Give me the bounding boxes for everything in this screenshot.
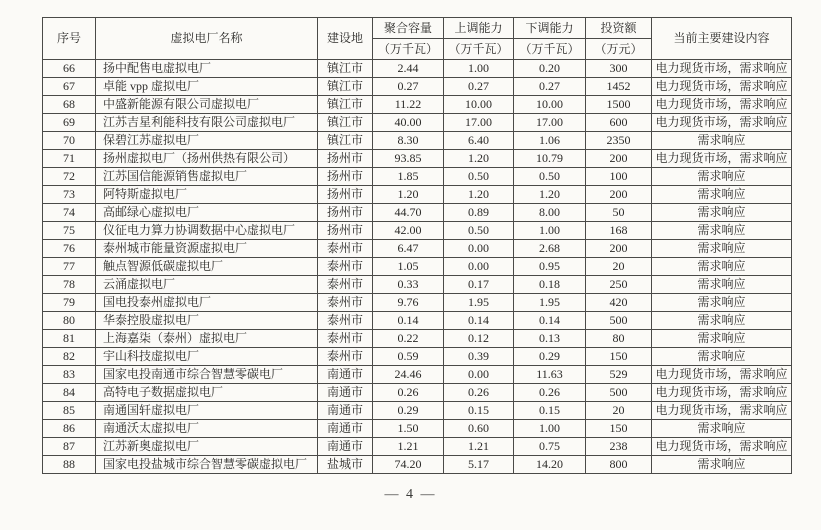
cell-no: 70 [43, 132, 96, 150]
cell-construction-content: 需求响应 [652, 348, 792, 366]
cell-location: 镇江市 [318, 114, 373, 132]
cell-plant-name: 高特电子数据虚拟电厂 [96, 384, 318, 402]
cell-location: 泰州市 [318, 240, 373, 258]
cell-location: 泰州市 [318, 330, 373, 348]
cell-plant-name: 云涌虚拟电厂 [96, 276, 318, 294]
cell-location: 扬州市 [318, 168, 373, 186]
cell-location: 盐城市 [318, 456, 373, 474]
cell-no: 76 [43, 240, 96, 258]
cell-construction-content: 需求响应 [652, 330, 792, 348]
cell-no: 68 [43, 96, 96, 114]
cell-construction-content: 需求响应 [652, 186, 792, 204]
table-body [43, 60, 792, 474]
cell-capacity: 1.05 [373, 258, 444, 276]
cell-no: 80 [43, 312, 96, 330]
cell-down-capability: 2.68 [514, 240, 586, 258]
cell-down-capability: 0.20 [514, 60, 586, 78]
cell-investment: 1500 [586, 96, 652, 114]
cell-plant-name: 江苏国信能源销售虚拟电厂 [96, 168, 318, 186]
table-row [43, 402, 792, 420]
cell-down-capability: 1.20 [514, 186, 586, 204]
table-row [43, 204, 792, 222]
cell-capacity: 6.47 [373, 240, 444, 258]
cell-no: 73 [43, 186, 96, 204]
cell-plant-name: 触点智源低碳虚拟电厂 [96, 258, 318, 276]
cell-investment: 200 [586, 240, 652, 258]
cell-up-capability: 1.00 [444, 60, 514, 78]
cell-location: 泰州市 [318, 312, 373, 330]
cell-location: 扬州市 [318, 186, 373, 204]
cell-construction-content: 需求响应 [652, 456, 792, 474]
cell-investment: 300 [586, 60, 652, 78]
table-row [43, 78, 792, 96]
header-location: 建设地 [318, 18, 373, 60]
cell-construction-content: 电力现货市场，需求响应 [652, 402, 792, 420]
cell-location: 镇江市 [318, 132, 373, 150]
cell-up-capability: 17.00 [444, 114, 514, 132]
cell-no: 77 [43, 258, 96, 276]
cell-up-capability: 0.50 [444, 168, 514, 186]
header-capacity: 聚合容量 [373, 18, 444, 39]
cell-plant-name: 南通沃太虚拟电厂 [96, 420, 318, 438]
cell-up-capability: 0.17 [444, 276, 514, 294]
header-up: 上调能力 [444, 18, 514, 39]
cell-location: 镇江市 [318, 60, 373, 78]
cell-down-capability: 0.18 [514, 276, 586, 294]
cell-down-capability: 10.00 [514, 96, 586, 114]
cell-investment: 200 [586, 150, 652, 168]
cell-plant-name: 保碧江苏虚拟电厂 [96, 132, 318, 150]
table-row [43, 240, 792, 258]
cell-down-capability: 10.79 [514, 150, 586, 168]
cell-capacity: 1.20 [373, 186, 444, 204]
table-row [43, 456, 792, 474]
cell-plant-name: 阿特斯虚拟电厂 [96, 186, 318, 204]
table-row [43, 294, 792, 312]
cell-construction-content: 需求响应 [652, 240, 792, 258]
header-capacity-unit: （万千瓦） [373, 39, 444, 60]
cell-plant-name: 仪征电力算力协调数据中心虚拟电厂 [96, 222, 318, 240]
cell-down-capability: 11.63 [514, 366, 586, 384]
table-row [43, 438, 792, 456]
cell-location: 南通市 [318, 438, 373, 456]
cell-capacity: 0.14 [373, 312, 444, 330]
header-investment-unit: （万元） [586, 39, 652, 60]
cell-down-capability: 14.20 [514, 456, 586, 474]
cell-up-capability: 0.50 [444, 222, 514, 240]
table-row [43, 186, 792, 204]
cell-plant-name: 上海嘉柒（泰州）虚拟电厂 [96, 330, 318, 348]
cell-no: 67 [43, 78, 96, 96]
table-row [43, 312, 792, 330]
cell-up-capability: 0.00 [444, 366, 514, 384]
cell-plant-name: 高邮绿心虚拟电厂 [96, 204, 318, 222]
cell-investment: 800 [586, 456, 652, 474]
cell-construction-content: 需求响应 [652, 276, 792, 294]
cell-down-capability: 0.75 [514, 438, 586, 456]
cell-up-capability: 5.17 [444, 456, 514, 474]
cell-location: 泰州市 [318, 258, 373, 276]
cell-no: 74 [43, 204, 96, 222]
table-row [43, 276, 792, 294]
cell-construction-content: 需求响应 [652, 420, 792, 438]
cell-up-capability: 0.60 [444, 420, 514, 438]
cell-no: 83 [43, 366, 96, 384]
header-up-unit: （万千瓦） [444, 39, 514, 60]
cell-no: 87 [43, 438, 96, 456]
header-investment: 投资额 [586, 18, 652, 39]
cell-no: 71 [43, 150, 96, 168]
cell-no: 78 [43, 276, 96, 294]
cell-capacity: 0.22 [373, 330, 444, 348]
cell-construction-content: 需求响应 [652, 294, 792, 312]
cell-investment: 20 [586, 258, 652, 276]
cell-construction-content: 电力现货市场，需求响应 [652, 150, 792, 168]
cell-construction-content: 需求响应 [652, 168, 792, 186]
cell-capacity: 40.00 [373, 114, 444, 132]
cell-investment: 200 [586, 186, 652, 204]
cell-construction-content: 需求响应 [652, 204, 792, 222]
cell-investment: 600 [586, 114, 652, 132]
cell-no: 81 [43, 330, 96, 348]
table-row [43, 366, 792, 384]
cell-investment: 1452 [586, 78, 652, 96]
cell-up-capability: 0.15 [444, 402, 514, 420]
cell-up-capability: 0.12 [444, 330, 514, 348]
table-row [43, 96, 792, 114]
cell-plant-name: 华泰控股虚拟电厂 [96, 312, 318, 330]
cell-down-capability: 1.00 [514, 420, 586, 438]
cell-capacity: 74.20 [373, 456, 444, 474]
cell-investment: 238 [586, 438, 652, 456]
cell-plant-name: 江苏吉星利能科技有限公司虚拟电厂 [96, 114, 318, 132]
cell-plant-name: 扬州虚拟电厂（扬州供热有限公司） [96, 150, 318, 168]
table-header [43, 18, 792, 60]
cell-down-capability: 17.00 [514, 114, 586, 132]
cell-location: 南通市 [318, 402, 373, 420]
cell-no: 72 [43, 168, 96, 186]
cell-down-capability: 0.29 [514, 348, 586, 366]
cell-location: 镇江市 [318, 96, 373, 114]
cell-no: 66 [43, 60, 96, 78]
header-down-unit: （万千瓦） [514, 39, 586, 60]
cell-capacity: 0.29 [373, 402, 444, 420]
cell-no: 84 [43, 384, 96, 402]
cell-location: 南通市 [318, 420, 373, 438]
table-row [43, 258, 792, 276]
table-row [43, 384, 792, 402]
cell-construction-content: 电力现货市场，需求响应 [652, 114, 792, 132]
table-row [43, 168, 792, 186]
cell-up-capability: 0.39 [444, 348, 514, 366]
cell-location: 扬州市 [318, 150, 373, 168]
cell-construction-content: 需求响应 [652, 222, 792, 240]
cell-up-capability: 0.89 [444, 204, 514, 222]
cell-investment: 250 [586, 276, 652, 294]
cell-location: 泰州市 [318, 276, 373, 294]
cell-capacity: 0.33 [373, 276, 444, 294]
cell-capacity: 1.50 [373, 420, 444, 438]
cell-down-capability: 0.95 [514, 258, 586, 276]
cell-location: 泰州市 [318, 348, 373, 366]
cell-down-capability: 8.00 [514, 204, 586, 222]
table-row [43, 114, 792, 132]
cell-down-capability: 1.95 [514, 294, 586, 312]
table-row [43, 132, 792, 150]
table-row [43, 420, 792, 438]
cell-capacity: 11.22 [373, 96, 444, 114]
cell-construction-content: 电力现货市场，需求响应 [652, 438, 792, 456]
cell-construction-content: 需求响应 [652, 132, 792, 150]
cell-up-capability: 1.20 [444, 150, 514, 168]
table-row [43, 60, 792, 78]
table-row [43, 150, 792, 168]
cell-construction-content: 电力现货市场，需求响应 [652, 384, 792, 402]
cell-capacity: 0.26 [373, 384, 444, 402]
cell-location: 扬州市 [318, 204, 373, 222]
cell-construction-content: 电力现货市场，需求响应 [652, 60, 792, 78]
cell-no: 79 [43, 294, 96, 312]
cell-capacity: 42.00 [373, 222, 444, 240]
cell-plant-name: 江苏新奥虚拟电厂 [96, 438, 318, 456]
cell-investment: 150 [586, 348, 652, 366]
cell-up-capability: 1.95 [444, 294, 514, 312]
cell-up-capability: 6.40 [444, 132, 514, 150]
cell-capacity: 0.59 [373, 348, 444, 366]
cell-capacity: 1.85 [373, 168, 444, 186]
cell-plant-name: 中盛新能源有限公司虚拟电厂 [96, 96, 318, 114]
cell-location: 南通市 [318, 366, 373, 384]
cell-up-capability: 1.20 [444, 186, 514, 204]
cell-plant-name: 宇山科技虚拟电厂 [96, 348, 318, 366]
cell-down-capability: 0.14 [514, 312, 586, 330]
cell-down-capability: 0.13 [514, 330, 586, 348]
virtual-power-plant-table [42, 17, 792, 474]
cell-up-capability: 10.00 [444, 96, 514, 114]
cell-investment: 500 [586, 384, 652, 402]
cell-down-capability: 1.00 [514, 222, 586, 240]
cell-plant-name: 南通国轩虚拟电厂 [96, 402, 318, 420]
header-down: 下调能力 [514, 18, 586, 39]
cell-investment: 50 [586, 204, 652, 222]
cell-capacity: 8.30 [373, 132, 444, 150]
cell-no: 69 [43, 114, 96, 132]
cell-capacity: 2.44 [373, 60, 444, 78]
cell-investment: 168 [586, 222, 652, 240]
page-number: — 4 — [384, 487, 437, 502]
cell-up-capability: 0.00 [444, 258, 514, 276]
cell-plant-name: 国家电投南通市综合智慧零碳电厂 [96, 366, 318, 384]
cell-investment: 2350 [586, 132, 652, 150]
cell-construction-content: 电力现货市场，需求响应 [652, 366, 792, 384]
cell-location: 镇江市 [318, 78, 373, 96]
header-content: 当前主要建设内容 [652, 18, 792, 60]
cell-plant-name: 扬中配售电虚拟电厂 [96, 60, 318, 78]
table-row [43, 330, 792, 348]
cell-construction-content: 需求响应 [652, 258, 792, 276]
cell-down-capability: 0.15 [514, 402, 586, 420]
cell-location: 泰州市 [318, 294, 373, 312]
cell-construction-content: 需求响应 [652, 312, 792, 330]
cell-down-capability: 0.27 [514, 78, 586, 96]
cell-down-capability: 0.50 [514, 168, 586, 186]
cell-no: 85 [43, 402, 96, 420]
cell-capacity: 93.85 [373, 150, 444, 168]
cell-up-capability: 1.21 [444, 438, 514, 456]
cell-capacity: 24.46 [373, 366, 444, 384]
cell-no: 86 [43, 420, 96, 438]
cell-up-capability: 0.27 [444, 78, 514, 96]
cell-plant-name: 卓能 vpp 虚拟电厂 [96, 78, 318, 96]
cell-capacity: 1.21 [373, 438, 444, 456]
cell-up-capability: 0.26 [444, 384, 514, 402]
cell-no: 88 [43, 456, 96, 474]
cell-no: 82 [43, 348, 96, 366]
cell-capacity: 9.76 [373, 294, 444, 312]
cell-investment: 100 [586, 168, 652, 186]
header-no: 序号 [43, 18, 96, 60]
cell-plant-name: 泰州城市能量资源虚拟电厂 [96, 240, 318, 258]
cell-investment: 500 [586, 312, 652, 330]
header-name: 虚拟电厂名称 [96, 18, 318, 60]
cell-down-capability: 1.06 [514, 132, 586, 150]
cell-construction-content: 电力现货市场，需求响应 [652, 96, 792, 114]
cell-plant-name: 国家电投盐城市综合智慧零碳虚拟电厂 [96, 456, 318, 474]
cell-up-capability: 0.14 [444, 312, 514, 330]
cell-investment: 529 [586, 366, 652, 384]
cell-capacity: 44.70 [373, 204, 444, 222]
cell-down-capability: 0.26 [514, 384, 586, 402]
cell-investment: 20 [586, 402, 652, 420]
cell-location: 扬州市 [318, 222, 373, 240]
cell-up-capability: 0.00 [444, 240, 514, 258]
cell-investment: 150 [586, 420, 652, 438]
cell-plant-name: 国电投泰州虚拟电厂 [96, 294, 318, 312]
cell-no: 75 [43, 222, 96, 240]
cell-investment: 420 [586, 294, 652, 312]
cell-capacity: 0.27 [373, 78, 444, 96]
cell-investment: 80 [586, 330, 652, 348]
table-row [43, 348, 792, 366]
table-row [43, 222, 792, 240]
cell-location: 南通市 [318, 384, 373, 402]
cell-construction-content: 电力现货市场，需求响应 [652, 78, 792, 96]
